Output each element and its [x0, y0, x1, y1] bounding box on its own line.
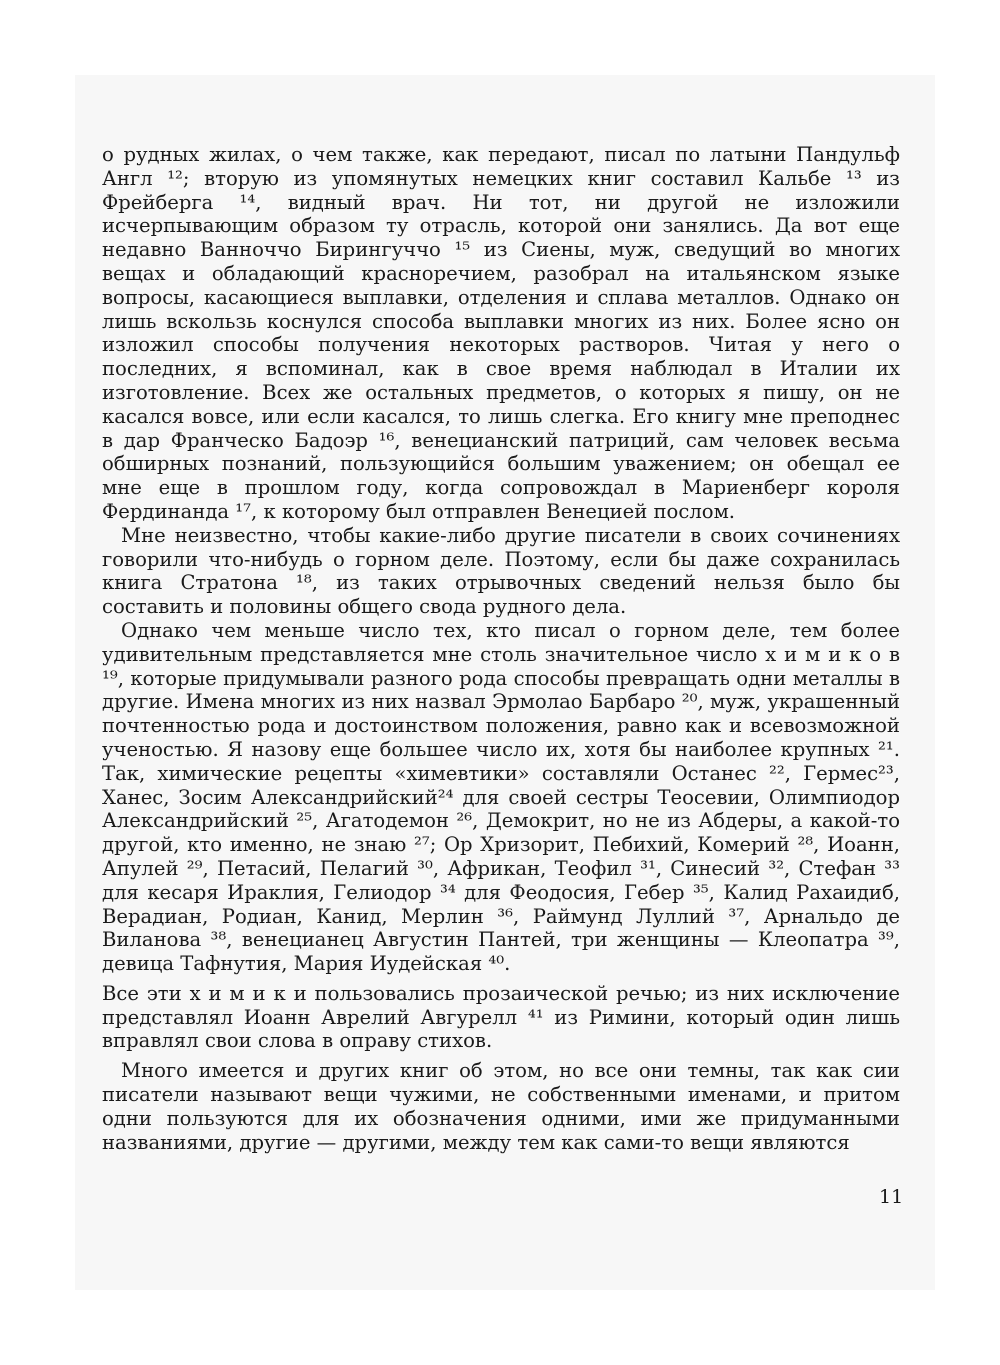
paragraph-1: о рудных жилах, о чем также, как передают, писал по латыни Пандульф Англ ¹²; вторую из упомянутых немецких книг составил Кальбе ¹³ из Фрейберга ¹⁴, видный врач. Ни тот, ни другой не изложили исчерпывающим образом ту отрасль, которой они занялись. Да вот еще недавно Ванноччо Бирингуччо ¹⁵ из Сиены, муж, сведущий во многих вещах и обладающий красноречием, разобрал на итальянском языке вопросы, касающиеся выплавки, отделения и сплава металлов. Однако он лишь вскользь коснулся способа выплавки многих из них. Более ясно он изложил способы получения некоторых растворов. Читая у него о последних, я вспоминал, как в свое время наблюдал в Италии их изготовление. Всех же остальных предметов, о которых я пишу, он не касался вовсе, или если касался, то лишь слегка. Его книгу мне преподнес в дар Франческо Бадоэр ¹⁶, венецианский патриций, сам человек весьма обширных познаний, пользующийся большим уважением; он обещал ее мне еще в прошлом году, когда сопровождал в Мариенберг короля Фердинанда ¹⁷, к которому был отправлен Венецией послом. — [102, 143, 900, 523]
paragraph-3: Однако чем меньше число тех, кто писал о горном деле, тем более удивительным представляется мне столь значительное число х и м и к о в ¹⁹, которые придумывали разного рода способы превращать одни металлы в другие. Имена многих из них назвал Эрмолао Барбаро ²⁰, муж, украшенный почтенностью рода и достоинством положения, равно как и всевозможной ученостью. Я назову еще большее число их, хотя бы наиболее крупных ²¹. Так, химические рецепты «химевтики» составляли Останес ²², Гермес²³, Ханес, Зосим Александрийский²⁴ для своей сестры Теосевии, Олимпиодор Александрийский ²⁵, Агатодемон ²⁶, Демокрит, но не из Абдеры, а какой-то другой, кто именно, не знаю ²⁷; Ор Хризорит, Пебихий, Комерий ²⁸, Иоанн, Апулей ²⁹, Петасий, Пелагий ³⁰, Африкан, Теофил ³¹, Синесий ³², Стефан ³³ для кесаря Ираклия, Гелиодор ³⁴ для Феодосия, Гебер ³⁵, Калид Рахаидиб, Верадиан, Родиан, Канид, Мерлин ³⁶, Раймунд Луллий ³⁷, Арнальдо де Виланова ³⁸, венецианец Августин Пантей, три женщины — Клеопатра ³⁹, девица Тафнутия, Мария Иудейская ⁴⁰. — [102, 618, 900, 976]
page-number: 11 — [879, 1186, 904, 1208]
paragraph-5: Много имеется и других книг об этом, но все они темны, так как сии писатели называют вещи чужими, не собственными именами, и притом одни пользуются для их обозначения одними, ими же придуманными названиями, другие — другими, между тем как сами-то вещи являются — [102, 1059, 900, 1154]
body-text — [102, 143, 900, 1154]
paragraph-4: Все эти х и м и к и пользовались прозаической речью; из них исключение представлял Иоанн Аврелий Авгурелл ⁴¹ из Римини, который один лишь вправлял свои слова в оправу стихов. — [102, 981, 900, 1053]
paragraph-2: Мне неизвестно, чтобы какие-либо другие писатели в своих сочинениях говорили что-нибудь о горном деле. Поэтому, если бы даже сохранилась книга Стратона ¹⁸, из таких отрывочных сведений нельзя было бы составить и половины общего свода рудного дела. — [102, 523, 900, 619]
